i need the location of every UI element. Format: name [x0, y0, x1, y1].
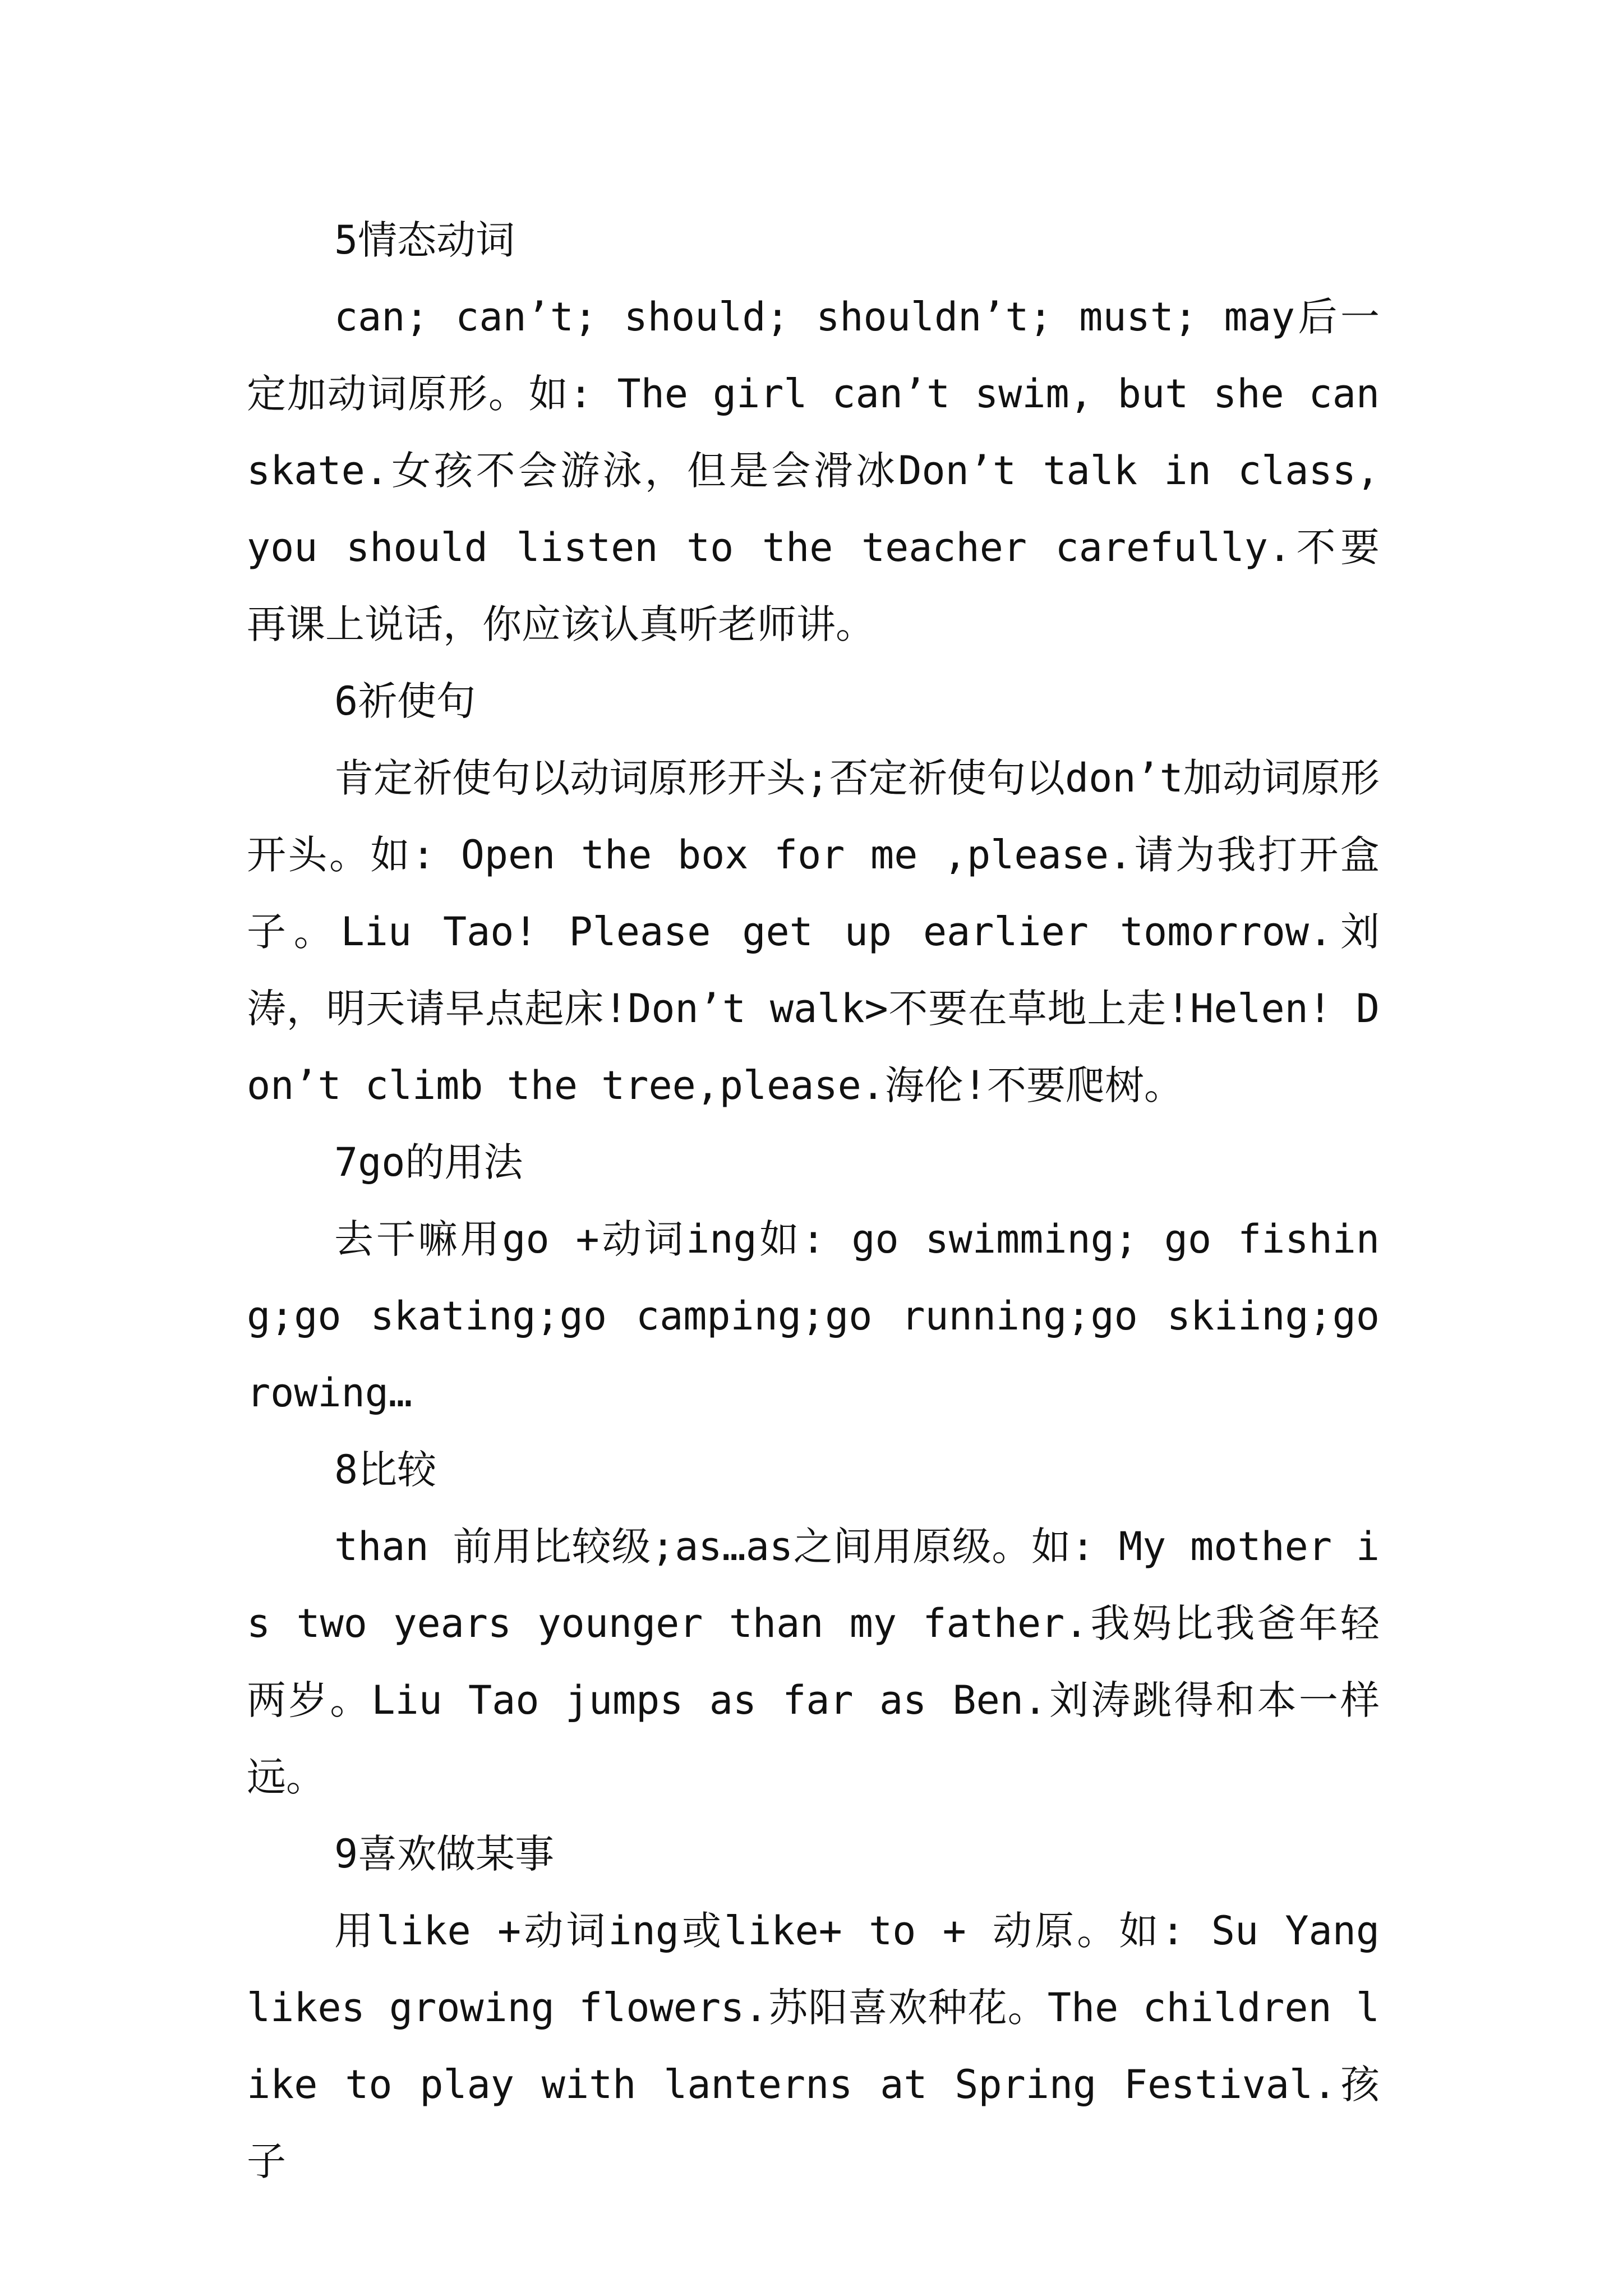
section-title-modal-verbs: 5情态动词 [334, 217, 515, 263]
document-content [247, 202, 1380, 2200]
section-title-comparison: 8比较 [334, 1447, 437, 1493]
section-body-imperative: 肯定祈使句以动词原形开头;否定祈使句以don’t加动词原形开头。如: Open the box for me ,please.请为我打开盒子。Liu Tao! Please get up earlier tomorrow.刘涛，明天请早点起床!Don’t walk>不要在草地上走!Helen! Don’t climb the tree,please.海伦!不要爬树。 [247, 755, 1380, 1108]
section-title-like-doing: 9喜欢做某事 [334, 1831, 555, 1877]
section-body-like-doing: 用like +动词ing或like+ to + 动原。如: Su Yang likes growing flowers.苏阳喜欢种花。The children like to play with lanterns at Spring Festival.孩子 [247, 1908, 1380, 2184]
section-title-imperative: 6祈使句 [334, 678, 476, 724]
section-body-go-usage: 去干嘛用go +动词ing如: go swimming; go fishing;go skating;go camping;go running;go skiing;go rowing… [247, 1216, 1380, 1416]
section-body-comparison: than 前用比较级;as…as之间用原级。如: My mother is two years younger than my father.我妈比我爸年轻两岁。Liu Tao jumps as far as Ben.刘涛跳得和本一样远。 [247, 1524, 1380, 1800]
section-title-go-usage: 7go的用法 [334, 1139, 523, 1185]
section-body-modal-verbs: can; can’t; should; shouldn’t; must; may后一定加动词原形。如: The girl can’t swim, but she can skate.女孩不会游泳，但是会滑冰Don’t talk in class, you should listen to the teacher carefully.不要再课上说话，你应该认真听老师讲。 [247, 294, 1380, 647]
